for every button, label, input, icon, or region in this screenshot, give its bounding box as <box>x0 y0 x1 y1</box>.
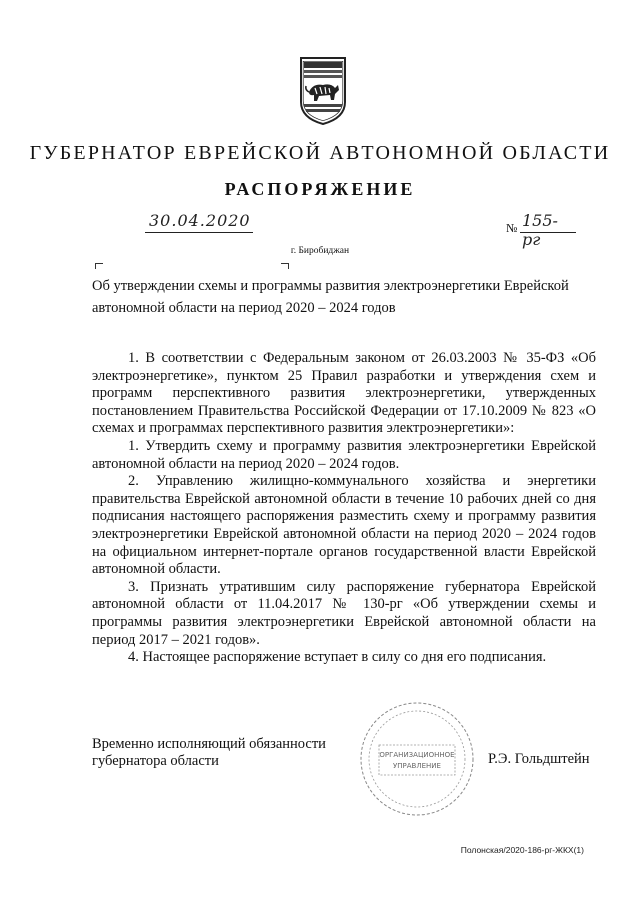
paragraph-1-1: 1. Утвердить схему и программу развития электроэнергетики Еврейской автономной области на период 2020 – 2024 годов. <box>92 437 596 472</box>
official-stamp <box>355 697 480 822</box>
paragraph-1: 1. В соответствии с Федеральным законом от 26.03.2003 № 35-ФЗ «Об электроэнергетике», пунктом 25 Правил разработки и утверждения схем и программ перспективного развития электроэнергетики, утвержденных постановлением Правительства Российской Федерации от 17.10.2009 № 823 «О схемах и программах перспективного развития электроэнергетики»: <box>92 350 596 437</box>
document-subject: Об утверждении схемы и программы развития электроэнергетики Еврейской автономной области на период 2020 – 2024 годов <box>92 278 569 316</box>
document-reference: Полонская/2020-186-рг-ЖКХ(1) <box>460 845 584 855</box>
stamp-line-1: ОРГАНИЗАЦИОННОЕ <box>379 751 455 759</box>
signatory-title-line-2: губернатора области <box>92 753 219 769</box>
number-sign: № <box>506 221 518 235</box>
stamp-line-2: УПРАВЛЕНИЕ <box>393 762 441 770</box>
paragraph-3: 3. Признать утратившим силу распоряжение губернатора Еврейской автономной области от 11.04.2017 № 130-рг «Об утверждении схемы и программы развития электроэнергетики Еврейской автономной области на период 2017 – 2021 годов». <box>92 578 596 648</box>
subject-corner-left <box>95 263 103 269</box>
document-type-heading: РАСПОРЯЖЕНИЕ <box>224 179 416 199</box>
document-body <box>92 350 596 667</box>
signatory-title-line-1: Временно исполняющий обязанности <box>92 736 326 752</box>
signatory-title <box>92 736 326 770</box>
paragraph-2: 2. Управлению жилищно-коммунального хозяйства и энергетики правительства Еврейской автономной области в течение 10 рабочих дней со дня подписания настоящего распоряжения разместить схему и программу развития электроэнергетики Еврейской автономной области на период 2020 – 2024 годов на официальном интернет-портале органов государственной власти Еврейской автономной области. <box>92 473 596 578</box>
city-label: г. Биробиджан <box>290 246 350 256</box>
date-field <box>145 210 253 233</box>
paragraph-4: 4. Настоящее распоряжение вступает в силу со дня его подписания. <box>128 649 547 666</box>
document-date: 30.04.2020 <box>149 211 251 230</box>
signatory-name: Р.Э. Гольдштейн <box>488 751 590 767</box>
subject-corner-right <box>281 263 289 269</box>
document-number: 155-рг <box>522 211 558 249</box>
number-field <box>520 210 576 249</box>
coat-of-arms-emblem <box>297 52 349 126</box>
issuer-title: ГУБЕРНАТОР ЕВРЕЙСКОЙ АВТОНОМНОЙ ОБЛАСТИ <box>29 142 611 164</box>
